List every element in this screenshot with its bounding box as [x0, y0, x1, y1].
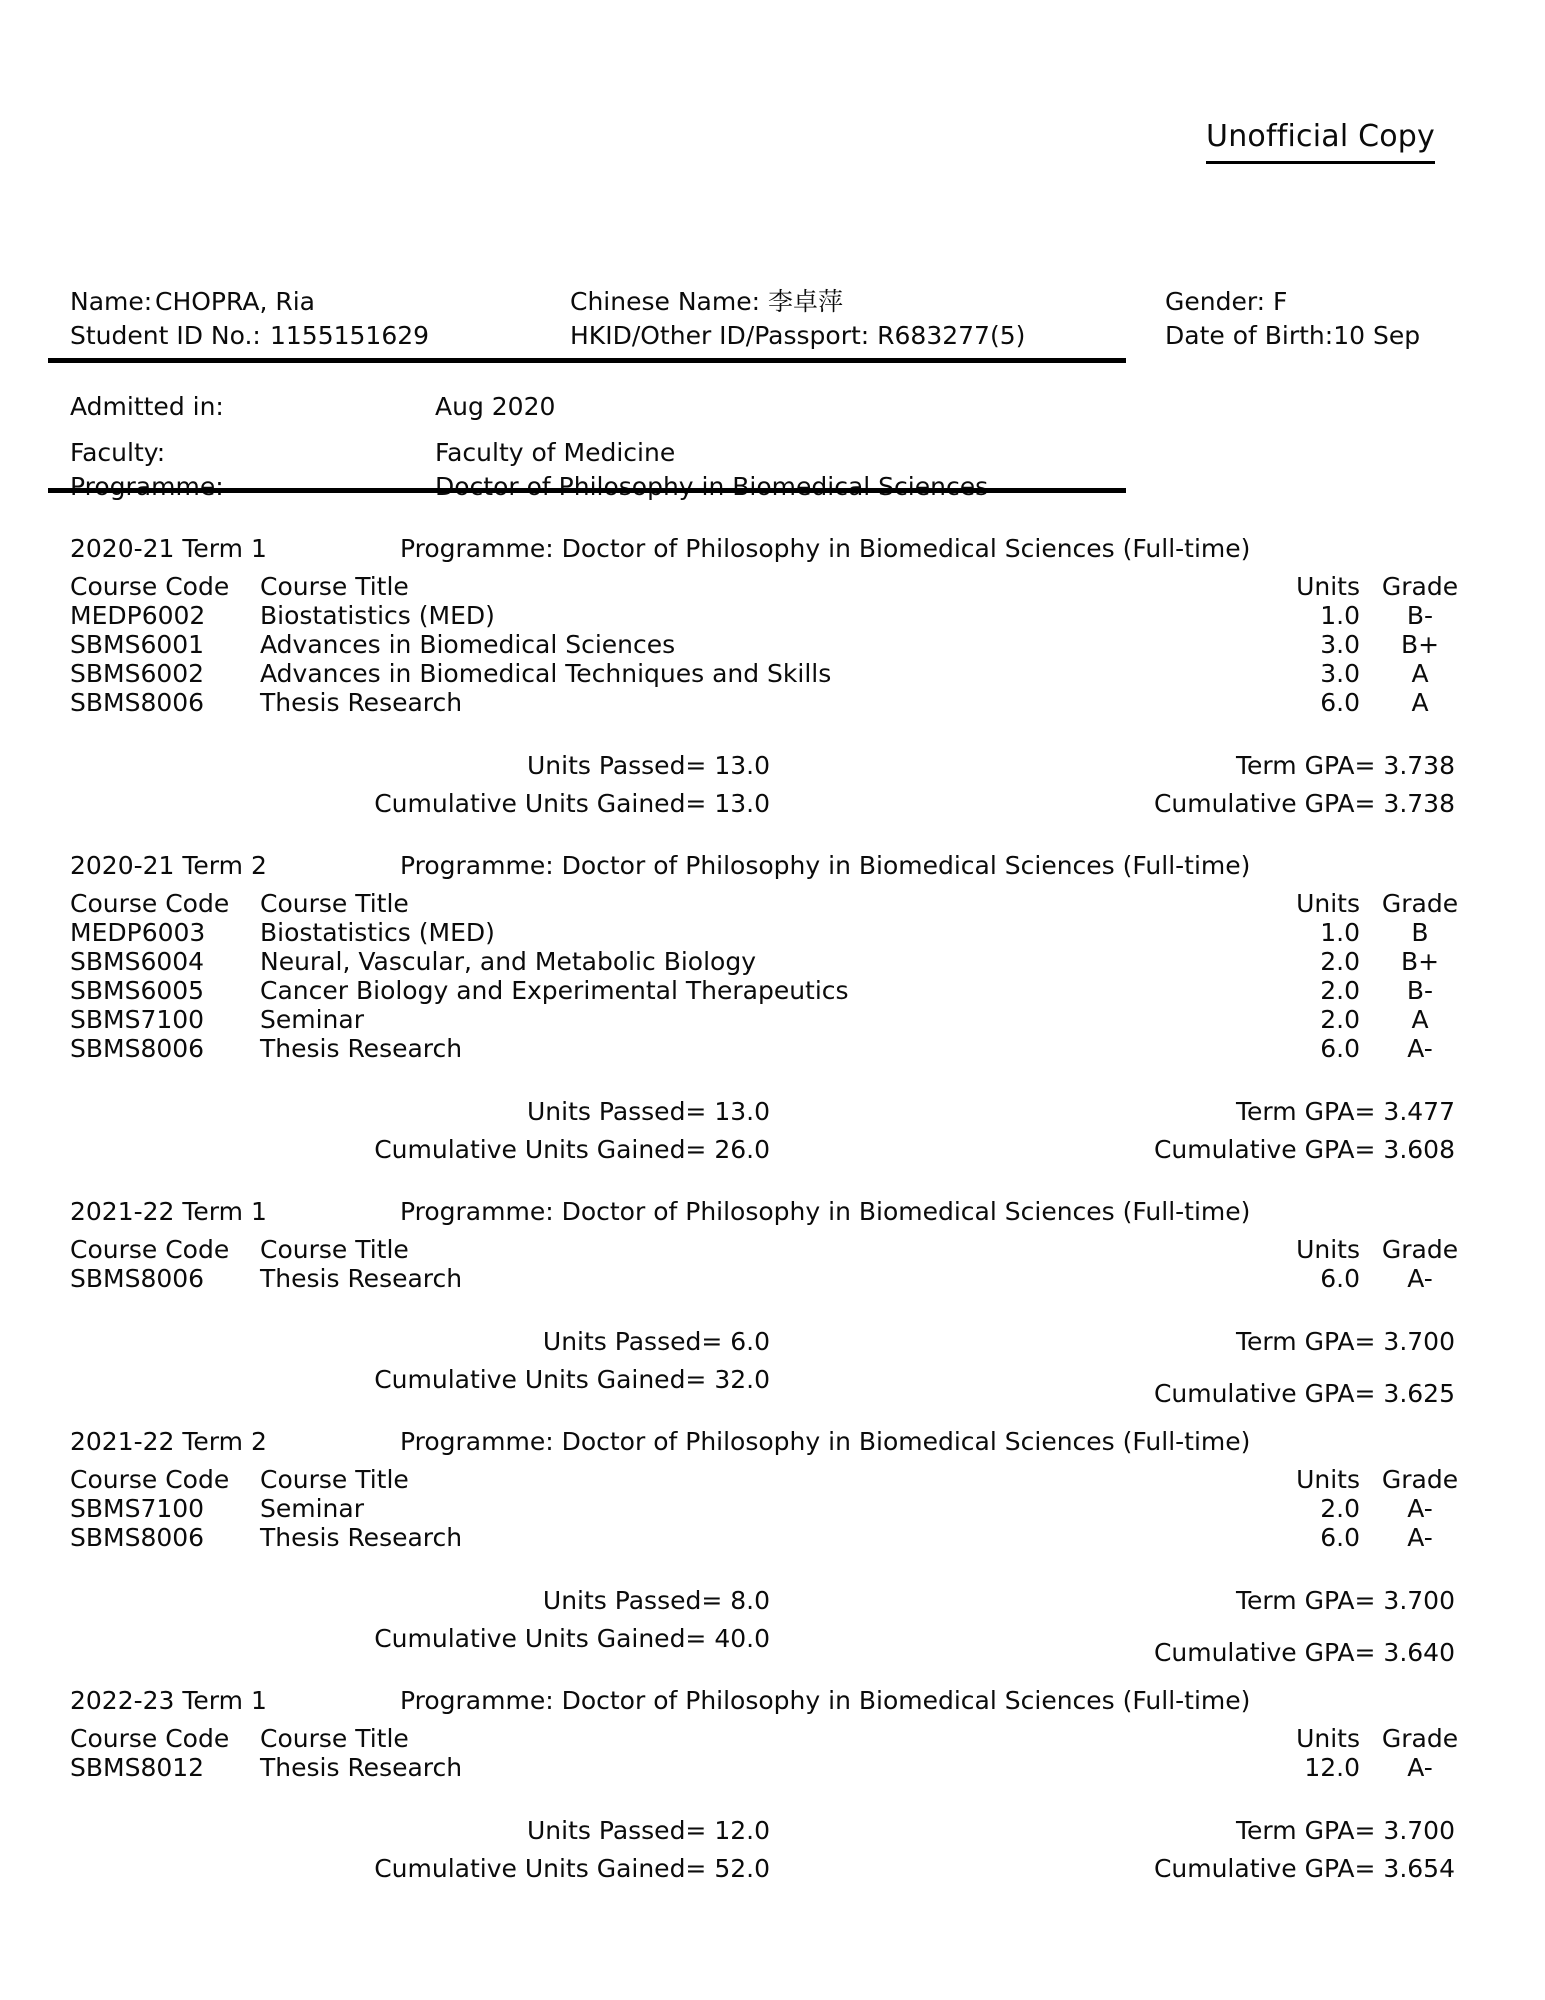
course-code-cell: SBMS7100 [70, 1494, 205, 1523]
column-header-course-title: Course Title [260, 572, 409, 601]
course-title-cell: Seminar [260, 1005, 364, 1034]
course-units-cell: 3.0 [1320, 630, 1360, 659]
course-code-cell: SBMS6005 [70, 976, 205, 1005]
units-passed-value: Units Passed= 12.0 [527, 1816, 770, 1845]
cumulative-units-value: Cumulative Units Gained= 13.0 [374, 789, 770, 818]
course-table [70, 572, 1480, 717]
course-grade-cell: A [1411, 688, 1429, 717]
course-title-cell: Advances in Biomedical Sciences [260, 630, 676, 659]
table-row [70, 688, 1480, 717]
summary-row-units-passed [70, 747, 1480, 785]
course-code-cell: SBMS8012 [70, 1753, 205, 1782]
term-header [70, 849, 1480, 883]
course-grade-cell: A [1411, 1005, 1429, 1034]
term-summary [70, 1093, 1480, 1169]
course-units-cell: 2.0 [1320, 1494, 1360, 1523]
programme-label: Programme: [70, 472, 224, 501]
column-header-course-title: Course Title [260, 889, 409, 918]
summary-row-units-passed [70, 1323, 1480, 1361]
table-row [70, 947, 1480, 976]
cumulative-units-value: Cumulative Units Gained= 52.0 [374, 1854, 770, 1883]
divider-rule-top [48, 358, 1126, 363]
course-units-cell: 3.0 [1320, 659, 1360, 688]
cumulative-units-value: Cumulative Units Gained= 26.0 [374, 1135, 770, 1164]
term-label: 2020-21 Term 2 [70, 851, 267, 880]
term-gpa-value: Term GPA= 3.700 [1236, 1586, 1455, 1615]
cumulative-gpa-value: Cumulative GPA= 3.738 [1153, 789, 1455, 818]
term-summary [70, 747, 1480, 823]
course-grade-cell: B [1411, 918, 1429, 947]
student-id-label: Student ID No.: [70, 321, 261, 350]
identity-row-1 [70, 285, 1470, 319]
course-units-cell: 2.0 [1320, 976, 1360, 1005]
term-programme: Programme: Doctor of Philosophy in Biomedical Sciences (Full-time) [400, 534, 1251, 563]
column-header-units: Units [1296, 1724, 1360, 1753]
student-identity-block [70, 285, 1470, 353]
course-title-cell: Thesis Research [260, 1264, 463, 1293]
table-row [70, 1264, 1480, 1293]
table-header-row [70, 572, 1480, 601]
faculty-label: Faculty: [70, 438, 166, 467]
course-title-cell: Thesis Research [260, 1523, 463, 1552]
table-header-row [70, 1235, 1480, 1264]
term-header [70, 1684, 1480, 1718]
cumulative-gpa-value: Cumulative GPA= 3.640 [1153, 1638, 1455, 1667]
units-passed-value: Units Passed= 13.0 [527, 1097, 770, 1126]
divider-rule-bottom [48, 488, 1126, 493]
column-header-grade: Grade [1381, 1465, 1459, 1494]
column-header-course-code: Course Code [70, 1235, 230, 1264]
column-header-course-title: Course Title [260, 1235, 409, 1264]
student-name-field [70, 285, 570, 319]
table-header-row [70, 889, 1480, 918]
term-gpa-value: Term GPA= 3.738 [1236, 751, 1455, 780]
term-gpa-value: Term GPA= 3.477 [1236, 1097, 1455, 1126]
faculty-row [70, 436, 1370, 470]
term-block [70, 532, 1480, 823]
cumulative-gpa-value: Cumulative GPA= 3.608 [1153, 1135, 1455, 1164]
cumulative-gpa-value: Cumulative GPA= 3.654 [1153, 1854, 1455, 1883]
column-header-units: Units [1296, 1235, 1360, 1264]
course-table [70, 1235, 1480, 1293]
course-grade-cell: A- [1407, 1034, 1433, 1063]
term-header [70, 532, 1480, 566]
term-header [70, 1425, 1480, 1459]
admitted-in-row [70, 390, 1370, 424]
course-code-cell: SBMS8006 [70, 1034, 205, 1063]
course-title-cell: Biostatistics (MED) [260, 601, 495, 630]
course-grade-cell: A- [1407, 1494, 1433, 1523]
course-units-cell: 2.0 [1320, 1005, 1360, 1034]
term-summary [70, 1582, 1480, 1667]
term-label: 2021-22 Term 1 [70, 1197, 267, 1226]
date-of-birth-field: Date of Birth:10 Sep [1165, 321, 1421, 350]
course-units-cell: 6.0 [1320, 1264, 1360, 1293]
name-value: CHOPRA, Ria [155, 287, 315, 316]
column-header-course-title: Course Title [260, 1724, 409, 1753]
column-header-units: Units [1296, 1465, 1360, 1494]
table-row [70, 976, 1480, 1005]
admitted-in-label: Admitted in: [70, 392, 224, 421]
column-header-course-code: Course Code [70, 1724, 230, 1753]
course-title-cell: Advances in Biomedical Techniques and Skills [260, 659, 832, 688]
course-grade-cell: A- [1407, 1753, 1433, 1782]
course-code-cell: SBMS8006 [70, 688, 205, 717]
term-label: 2021-22 Term 2 [70, 1427, 267, 1456]
units-passed-value: Units Passed= 8.0 [542, 1586, 770, 1615]
course-code-cell: SBMS6002 [70, 659, 205, 688]
course-units-cell: 6.0 [1320, 1523, 1360, 1552]
summary-row-units-passed [70, 1812, 1480, 1850]
units-passed-value: Units Passed= 13.0 [527, 751, 770, 780]
table-row [70, 1005, 1480, 1034]
summary-row-cumulative [70, 1361, 1480, 1408]
course-code-cell: SBMS6004 [70, 947, 205, 976]
column-header-course-code: Course Code [70, 889, 230, 918]
column-header-course-title: Course Title [260, 1465, 409, 1494]
course-table [70, 1465, 1480, 1552]
term-summary [70, 1323, 1480, 1408]
table-row [70, 1034, 1480, 1063]
course-title-cell: Thesis Research [260, 1034, 463, 1063]
course-grade-cell: A- [1407, 1523, 1433, 1552]
summary-row-units-passed [70, 1093, 1480, 1131]
course-units-cell: 6.0 [1320, 1034, 1360, 1063]
identity-row-2 [70, 319, 1470, 353]
term-summary [70, 1812, 1480, 1888]
course-units-cell: 12.0 [1304, 1753, 1360, 1782]
column-header-grade: Grade [1381, 889, 1459, 918]
course-title-cell: Neural, Vascular, and Metabolic Biology [260, 947, 756, 976]
term-gpa-value: Term GPA= 3.700 [1236, 1816, 1455, 1845]
course-title-cell: Thesis Research [260, 688, 463, 717]
course-title-cell: Cancer Biology and Experimental Therapeutics [260, 976, 849, 1005]
course-grade-cell: B+ [1400, 630, 1440, 659]
term-programme: Programme: Doctor of Philosophy in Biomedical Sciences (Full-time) [400, 1427, 1251, 1456]
course-grade-cell: A [1411, 659, 1429, 688]
course-title-cell: Biostatistics (MED) [260, 918, 495, 947]
term-block [70, 1425, 1480, 1667]
column-header-course-code: Course Code [70, 572, 230, 601]
term-block [70, 1684, 1480, 1888]
hkid-field: HKID/Other ID/Passport: R683277(5) [570, 321, 1026, 350]
cumulative-units-value: Cumulative Units Gained= 32.0 [374, 1365, 770, 1394]
summary-row-cumulative [70, 1131, 1480, 1169]
chinese-name-field: Chinese Name: 李卓萍 [570, 287, 843, 316]
table-row [70, 1494, 1480, 1523]
student-id-field [70, 319, 570, 353]
summary-row-cumulative [70, 1850, 1480, 1888]
term-programme: Programme: Doctor of Philosophy in Biomedical Sciences (Full-time) [400, 1197, 1251, 1226]
summary-row-units-passed [70, 1582, 1480, 1620]
course-units-cell: 2.0 [1320, 947, 1360, 976]
table-row [70, 601, 1480, 630]
course-code-cell: MEDP6002 [70, 601, 206, 630]
faculty-value: Faculty of Medicine [435, 438, 676, 467]
column-header-grade: Grade [1381, 1235, 1459, 1264]
course-table [70, 1724, 1480, 1782]
course-grade-cell: B- [1406, 976, 1434, 1005]
course-code-cell: SBMS8006 [70, 1264, 205, 1293]
course-code-cell: SBMS6001 [70, 630, 205, 659]
course-units-cell: 1.0 [1320, 601, 1360, 630]
table-row [70, 630, 1480, 659]
table-header-row [70, 1465, 1480, 1494]
programme-row [70, 470, 1370, 504]
course-code-cell: SBMS7100 [70, 1005, 205, 1034]
admitted-in-value: Aug 2020 [435, 392, 556, 421]
course-units-cell: 1.0 [1320, 918, 1360, 947]
term-gpa-value: Term GPA= 3.700 [1236, 1327, 1455, 1356]
table-row [70, 918, 1480, 947]
course-units-cell: 6.0 [1320, 688, 1360, 717]
term-label: 2020-21 Term 1 [70, 534, 267, 563]
term-label: 2022-23 Term 1 [70, 1686, 267, 1715]
column-header-grade: Grade [1381, 1724, 1459, 1753]
course-table [70, 889, 1480, 1063]
column-header-units: Units [1296, 889, 1360, 918]
table-row [70, 1753, 1480, 1782]
table-header-row [70, 1724, 1480, 1753]
course-code-cell: SBMS8006 [70, 1523, 205, 1552]
cumulative-gpa-value: Cumulative GPA= 3.625 [1153, 1379, 1455, 1408]
programme-value: Doctor of Philosophy in Biomedical Sciences [435, 472, 989, 501]
term-header [70, 1195, 1480, 1229]
table-row [70, 1523, 1480, 1552]
unofficial-copy-label: Unofficial Copy [1206, 120, 1435, 164]
unofficial-copy-header [1206, 120, 1435, 164]
cumulative-units-value: Cumulative Units Gained= 40.0 [374, 1624, 770, 1653]
name-label: Name: [70, 287, 153, 316]
course-code-cell: MEDP6003 [70, 918, 206, 947]
course-grade-cell: B+ [1400, 947, 1440, 976]
term-programme: Programme: Doctor of Philosophy in Biomedical Sciences (Full-time) [400, 851, 1251, 880]
course-title-cell: Thesis Research [260, 1753, 463, 1782]
course-grade-cell: A- [1407, 1264, 1433, 1293]
column-header-grade: Grade [1381, 572, 1459, 601]
term-block [70, 1195, 1480, 1408]
summary-row-cumulative [70, 785, 1480, 823]
admission-block [70, 390, 1370, 504]
summary-row-cumulative [70, 1620, 1480, 1667]
column-header-course-code: Course Code [70, 1465, 230, 1494]
student-id-value: 1155151629 [270, 321, 430, 350]
term-block [70, 849, 1480, 1169]
column-header-units: Units [1296, 572, 1360, 601]
term-programme: Programme: Doctor of Philosophy in Biomedical Sciences (Full-time) [400, 1686, 1251, 1715]
term-records-container [70, 532, 1480, 1888]
units-passed-value: Units Passed= 6.0 [542, 1327, 770, 1356]
course-title-cell: Seminar [260, 1494, 364, 1523]
gender-field: Gender: F [1165, 287, 1288, 316]
table-row [70, 659, 1480, 688]
course-grade-cell: B- [1406, 601, 1434, 630]
